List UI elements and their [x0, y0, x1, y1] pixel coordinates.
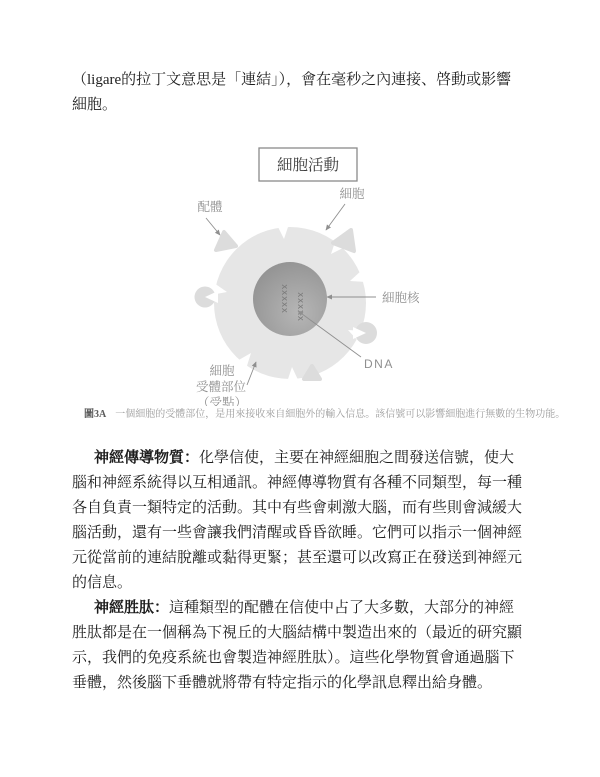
paragraph-neurotransmitters: [72, 446, 550, 596]
label-cell: 細胞: [339, 187, 365, 201]
text-line: 元從當前的連結脫離或黏得更緊；甚至還可以改寫正在發送到神經元: [72, 550, 523, 566]
text-line: 的信息。: [72, 575, 133, 591]
ligand-arrow: [206, 218, 220, 235]
term-neuropeptide: 神經胜肽：: [94, 600, 170, 616]
label-ligand: 配體: [197, 200, 223, 214]
paragraph-intro: [72, 68, 550, 118]
label-nucleus: 細胞核: [382, 291, 420, 305]
diagram-title: 細胞活動: [276, 157, 340, 174]
diagram-svg: [0, 140, 600, 406]
diagram-title-box: [259, 148, 357, 181]
text-line: 示，我們的免疫系統也會製造神經胜肽）。這些化學物質會通過腦下: [72, 650, 515, 666]
cell-activity-diagram: [0, 140, 600, 406]
label-receptor-site: [196, 364, 247, 406]
label-receptor-line3: （受點）: [196, 396, 248, 406]
text-line: [72, 596, 550, 621]
figure-number: 圖3A: [84, 409, 107, 420]
label-receptor-line1: 細胞: [209, 364, 235, 378]
dna-strand: xxxxx: [279, 284, 289, 314]
label-receptor-line2: 受體部位: [195, 380, 247, 394]
text-line: 腦活動，還有一些會讓我們清醒或昏昏欲睡。它們可以指示一個神經: [72, 525, 523, 541]
paragraph-neuropeptides: [72, 596, 550, 696]
label-dna: DNA: [364, 357, 394, 371]
text-line: 垂體，然後腦下垂體就將帶有特定指示的化學訊息釋出給身體。: [72, 675, 493, 691]
text-line: 胜肽都是在一個稱為下視丘的大腦結構中製造出來的（最近的研究顯: [72, 625, 523, 641]
text-run: 這種類型的配體在信使中占了大多數，大部分的神經: [169, 600, 515, 616]
figure-caption-text: 一個細胞的受體部位，是用來接收來自細胞外的輸入信息。該信號可以影響細胞進行無數的生物功能。: [115, 409, 566, 420]
text-line: 腦和神經系統得以互相通訊。神經傳導物質有各種不同類型，每一種: [72, 475, 523, 491]
cell-arrow: [326, 204, 345, 230]
dna-strand: xxxxx: [295, 292, 305, 322]
term-neurotransmitter: 神經傳導物質：: [94, 450, 200, 466]
figure-caption: [84, 407, 566, 422]
text-line: 各自負責一類特定的活動。其中有些會刺激大腦，而有些則會減緩大: [72, 500, 523, 516]
text-line: （ligare的拉丁文意思是「連結」），會在毫秒之內連接、啓動或影響: [72, 72, 512, 88]
text-run: 化學信使，主要在神經細胞之間發送信號，使大: [199, 450, 515, 466]
text-line: [72, 446, 550, 471]
ligand-triangle: [216, 232, 236, 250]
cell-nucleus: [253, 262, 327, 336]
text-line: 細胞。: [72, 97, 118, 113]
